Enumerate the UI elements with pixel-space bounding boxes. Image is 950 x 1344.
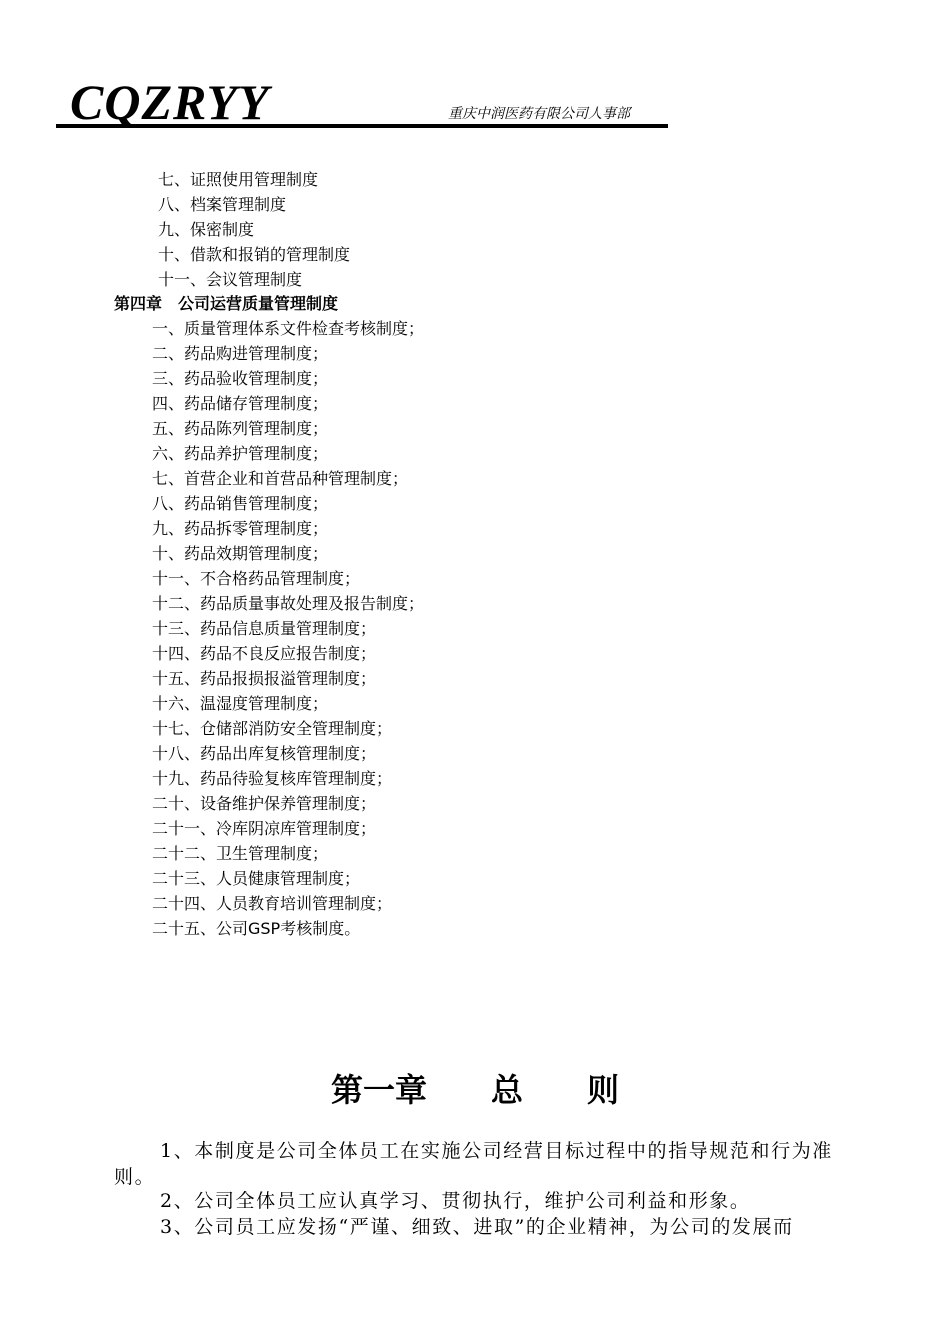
toc-item: 六、药品养护管理制度；: [152, 444, 329, 463]
toc-item: 五、药品陈列管理制度；: [152, 419, 329, 438]
toc-item: 十三、药品信息质量管理制度；: [152, 619, 377, 638]
toc-item: 十、借款和报销的管理制度: [158, 245, 351, 264]
toc-item: 十九、药品待验复核库管理制度；: [152, 769, 393, 788]
body-paragraph: 2、公司全体员工应认真学习、贯彻执行，维护公司利益和形象。: [160, 1190, 751, 1212]
toc-item: 十、药品效期管理制度；: [152, 544, 329, 563]
toc-item: 二十、设备维护保养管理制度；: [152, 794, 377, 813]
toc-item: 十六、温湿度管理制度；: [152, 694, 329, 713]
toc-item: 八、药品销售管理制度；: [152, 494, 329, 513]
toc-item: 十五、药品报损报溢管理制度；: [152, 669, 377, 688]
toc-item: 二十二、卫生管理制度；: [152, 844, 329, 863]
page-header: [56, 68, 668, 130]
toc-item: 七、首营企业和首营品种管理制度；: [152, 469, 409, 488]
body-paragraph: 1、本制度是公司全体员工在实施公司经营目标过程中的指导规范和行为准则。: [114, 1140, 833, 1188]
toc-item: 七、证照使用管理制度: [158, 170, 319, 189]
toc-item: 十二、药品质量事故处理及报告制度；: [152, 594, 425, 613]
chapter-title: 第一章 总 则: [330, 1071, 619, 1109]
toc-item: 二十一、冷库阴凉库管理制度；: [152, 819, 377, 838]
toc-item: 四、药品储存管理制度；: [152, 394, 329, 413]
toc-item: 十七、仓储部消防安全管理制度；: [152, 719, 393, 738]
toc-item: 一、质量管理体系文件检查考核制度；: [152, 319, 425, 338]
header-rule: [56, 124, 668, 128]
toc-item: 九、药品拆零管理制度；: [152, 519, 329, 538]
toc-item: 二十三、人员健康管理制度；: [152, 869, 361, 888]
toc-item: 九、保密制度: [158, 220, 255, 239]
toc-item: 十四、药品不良反应报告制度；: [152, 644, 377, 663]
company-logo: CQZRYY: [70, 74, 270, 130]
toc-item: 二十四、人员教育培训管理制度；: [152, 894, 393, 913]
toc-item: 三、药品验收管理制度；: [152, 369, 329, 388]
toc-chapter-heading: 第四章 公司运营质量管理制度: [114, 294, 339, 313]
body-paragraph: 3、公司员工应发扬“严谨、细致、进取”的企业精神，为公司的发展而: [160, 1216, 794, 1238]
toc-item: 十一、不合格药品管理制度；: [152, 569, 361, 588]
toc-item: 二、药品购进管理制度；: [152, 344, 329, 363]
header-department: 重庆中润医药有限公司人事部: [448, 106, 630, 122]
toc-item: 十八、药品出库复核管理制度；: [152, 744, 377, 763]
toc-item: 八、档案管理制度: [158, 195, 287, 214]
toc-item: 十一、会议管理制度: [158, 270, 303, 289]
toc-item: 二十五、公司GSP考核制度。: [152, 919, 361, 938]
